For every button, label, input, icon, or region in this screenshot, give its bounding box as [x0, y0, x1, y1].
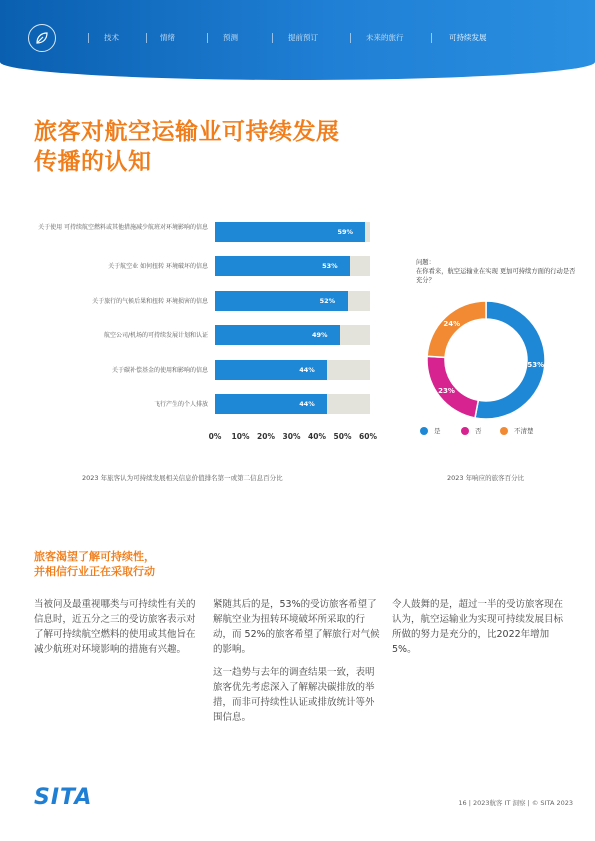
- legend-swatch: [420, 427, 428, 435]
- bar-value-label: 49%: [311, 331, 328, 339]
- body-paragraph: 紧随其后的是，53%的受访旅客希望了解航空业为扭转环境破坏所采取的行动，而 52%的旅客希望了解旅行对气候的影响。: [213, 599, 380, 655]
- bar-category-label: 关于航空业 如何扭转 环境破坏的信息: [108, 263, 208, 270]
- nav-tab[interactable]: 技术: [104, 33, 119, 42]
- x-tick-label: 40%: [308, 432, 326, 441]
- x-tick-label: 20%: [257, 432, 275, 441]
- body-paragraph: 令人鼓舞的是，超过一半的受访旅客现在认为，航空运输业为实现可持续发展目标所做的努力是充分的，比2022年增加5%。: [392, 599, 564, 655]
- nav-separator: [88, 33, 89, 43]
- bar-value-label: 44%: [299, 400, 315, 408]
- nav-tab[interactable]: 预测: [223, 33, 238, 42]
- nav-separator: [146, 33, 147, 43]
- nav-separator: [350, 33, 351, 43]
- body-paragraph: 当被问及最重视哪类与可持续性有关的信息时，近五分之三的受访旅客表示对了解可持续航空燃料的使用或其他旨在减少航班对环境影响的措施有兴趣。: [34, 599, 196, 655]
- body-column-1: [34, 597, 204, 665]
- donut-slice: [427, 301, 486, 357]
- header-banner: [0, 0, 595, 80]
- legend-item: [420, 426, 441, 435]
- donut-question-text: 在你看来，航空运输业在实现 更加可持续方面的行动是否充分？: [416, 268, 576, 284]
- bar-category-label: 关于碳补偿基金的使用和影响的信息: [111, 367, 208, 374]
- nav-tab[interactable]: 提前预订: [288, 33, 318, 42]
- bar-category-label: 飞行产生的个人排放: [153, 401, 208, 408]
- donut-question-head: 问题：: [416, 259, 435, 266]
- bar-value-label: 52%: [319, 297, 336, 305]
- legend-swatch: [500, 427, 508, 435]
- legend-swatch: [461, 427, 469, 435]
- legend-label: 否: [475, 427, 482, 435]
- sita-logo: SITA: [34, 785, 93, 810]
- section-subhead-line-1: 旅客渴望了解可持续性，: [34, 550, 155, 563]
- legend-item: [461, 426, 482, 435]
- nav-tab[interactable]: 可持续发展: [449, 33, 487, 42]
- page-footer: 16 | 2023航客 IT 洞察 | © SITA 2023: [458, 799, 573, 807]
- donut-chart: [420, 294, 552, 426]
- x-tick-label: 60%: [359, 432, 377, 441]
- section-subhead: [34, 549, 274, 579]
- bar-category-label: 航空公司/机场的可持续发展计划和认证: [103, 332, 208, 339]
- legend-label: 是: [434, 427, 441, 435]
- x-tick-label: 30%: [282, 432, 301, 441]
- body-column-3: [392, 597, 568, 665]
- nav-tab[interactable]: 未来的旅行: [366, 33, 404, 42]
- bar-value-label: 44%: [299, 366, 315, 374]
- donut-caption: 2023 年响应的旅客百分比: [447, 474, 525, 482]
- section-subhead-line-2: 并相信行业正在采取行动: [34, 565, 155, 578]
- x-tick-label: 0%: [208, 432, 222, 441]
- donut-value-label: 53%: [527, 361, 545, 370]
- donut-question: [416, 258, 576, 285]
- legend-item: [500, 426, 534, 435]
- donut-value-label: 24%: [443, 320, 461, 329]
- body-paragraph: 这一趋势与去年的调查结果一致，表明旅客优先考虑深入了解解决碳排放的举措，而非可持续性认证或排放统计等外围信息。: [213, 667, 375, 723]
- bar-category-label: 关于旅行的气候后果和扭转 环境损害的信息: [92, 298, 208, 305]
- nav-separator: [272, 33, 273, 43]
- x-tick-label: 10%: [231, 432, 250, 441]
- donut-value-label: 23%: [438, 387, 455, 396]
- bar-category-label: 关于使用 可持续航空燃料或其他措施减少航班对环境影响的信息: [38, 224, 208, 231]
- page-title-line-2: 传播的认知: [34, 149, 152, 175]
- page-title-line-1: 旅客对航空运输业可持续发展: [34, 119, 340, 145]
- legend-label: 不清楚: [514, 427, 534, 435]
- bar-value-label: 53%: [322, 262, 338, 270]
- x-tick-label: 50%: [333, 432, 352, 441]
- bar-value-label: 59%: [337, 228, 353, 236]
- sustainability-leaf-icon[interactable]: [28, 24, 56, 52]
- body-column-2: [213, 597, 383, 733]
- bar-chart-caption: 2023 年旅客认为可持续发展相关信息价值排名第一或第二信息百分比: [82, 474, 283, 482]
- page-title: [34, 117, 434, 177]
- nav-tab[interactable]: 情绪: [160, 33, 175, 42]
- nav-separator: [207, 33, 208, 43]
- nav-separator: [431, 33, 432, 43]
